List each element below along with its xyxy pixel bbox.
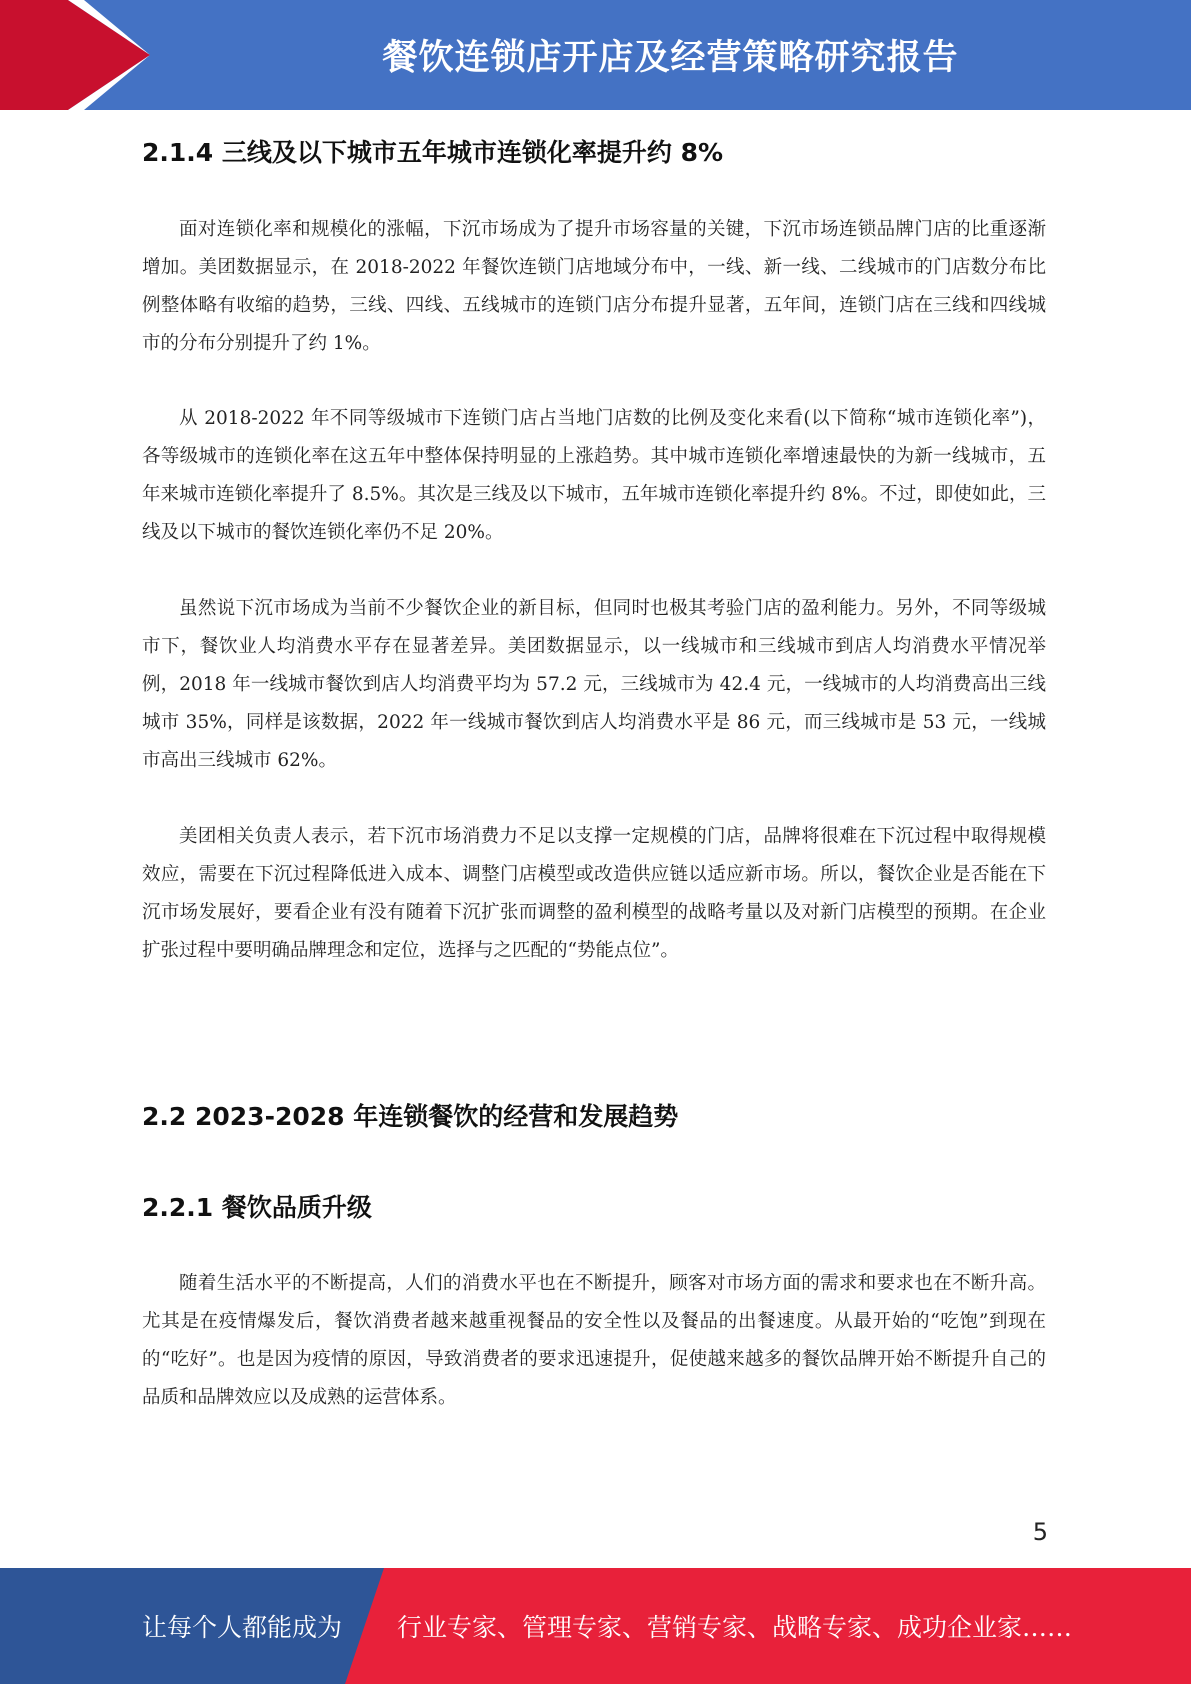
paragraph: 随着生活水平的不断提高，人们的消费水平也在不断提升，顾客对市场方面的需求和要求也在不断升高。尤其是在疫情爆发后，餐饮消费者越来越重视餐品的安全性以及餐品的出餐速度。从最开始的“吃饱”到现在的“吃好”。也是因为疫情的原因，导致消费者的要求迅速提升，促使越来越多的餐饮品牌开始不断提升自己的品质和品牌效应以及成熟的运营体系。 — [142, 1273, 1046, 1408]
page-header — [0, 0, 1191, 110]
page-footer — [0, 1568, 1191, 1684]
chevron-arrow-icon — [0, 0, 160, 110]
paragraph: 虽然说下沉市场成为当前不少餐饮企业的新目标，但同时也极其考验门店的盈利能力。另外，不同等级城市下，餐饮业人均消费水平存在显著差异。美团数据显示，以一线城市和三线城市到店人均消费水平情况举例，2018 年一线城市餐饮到店人均消费平均为 57.2 元，三线城市为 42.4 元，一线城市的人均消费高出三线城市 35%，同样是该数据，2022 年一线城市餐饮到店人均消费水平是 86 元，而三线城市是 53 元，一线城市高出三线城市 62%。 — [142, 598, 1046, 771]
paragraph: 美团相关负责人表示，若下沉市场消费力不足以支撑一定规模的门店，品牌将很难在下沉过程中取得规模效应，需要在下沉过程降低进入成本、调整门店模型或改造供应链以适应新市场。所以，餐饮企业是否能在下沉市场发展好，要看企业有没有随着下沉扩张而调整的盈利模型的战略考量以及对新门店模型的预期。在企业扩张过程中要明确品牌理念和定位，选择与之匹配的“势能点位”。 — [142, 826, 1046, 961]
paragraph: 从 2018-2022 年不同等级城市下连锁门店占当地门店数的比例及变化来看(以下简称“城市连锁化率”)，各等级城市的连锁化率在这五年中整体保持明显的上涨趋势。其中城市连锁化率增速最快的为新一线城市，五年来城市连锁化率提升了 8.5%。其次是三线及以下城市，五年城市连锁化率提升约 8%。不过，即使如此，三线及以下城市的餐饮连锁化率仍不足 20%。 — [142, 408, 1046, 543]
report-title: 餐饮连锁店开店及经营策略研究报告 — [382, 38, 959, 78]
section-heading-2-2-1: 2.2.1 餐饮品质升级 — [142, 1193, 372, 1222]
footer-slogan-left: 让每个人都能成为 — [142, 1613, 343, 1642]
section-heading-2-2: 2.2 2023-2028 年连锁餐饮的经营和发展趋势 — [142, 1102, 679, 1131]
section-heading-2-1-4: 2.1.4 三线及以下城市五年城市连锁化率提升约 8% — [142, 138, 724, 167]
paragraph: 面对连锁化率和规模化的涨幅，下沉市场成为了提升市场容量的关键，下沉市场连锁品牌门店的比重逐渐增加。美团数据显示，在 2018-2022 年餐饮连锁门店地域分布中，一线、新一线、二线城市的门店数分布比例整体略有收缩的趋势，三线、四线、五线城市的连锁门店分布提升显著，五年间，连锁门店在三线和四线城市的分布分别提升了约 1%。 — [142, 219, 1046, 354]
footer-slogan-right: 行业专家、管理专家、营销专家、战略专家、成功企业家…… — [397, 1613, 1073, 1642]
page-number: 5 — [1032, 1518, 1048, 1546]
